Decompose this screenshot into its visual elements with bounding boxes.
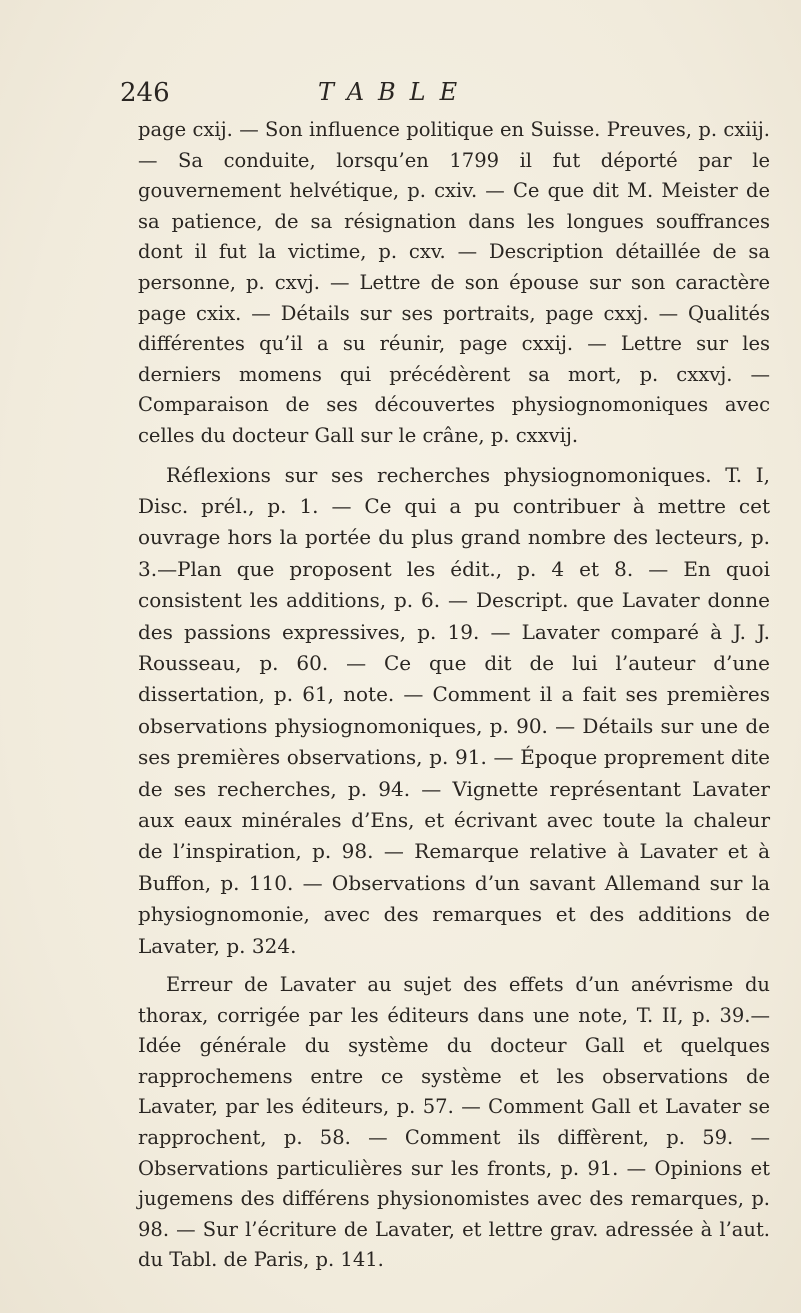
index-entry-2: Réflexions sur ses recherches physiognomoniques. T. I, Disc. prél., p. 1. — Ce qui a pu contribuer à mettre cet ouvrage hors la portée du plus grand nombre des lecteurs, p. 3.—Plan que proposent les édit., p. 4 et 8. — En quoi consistent les additions, p. 6. — Descript. que Lavater donne des passions expressives, p. 19. — Lavater comparé à J. J. Rousseau, p. 60. — Ce que dit de lui l’auteur d’une dissertation, p. 61, note. — Comment il a fait ses premières observations physiognomoniques, p. 90. — Détails sur une de ses premières observations, p. 91. — Époque proprement dite de ses recherches, p. 94. — Vignette représentant Lavater aux eaux minérales d’Ens, et écrivant avec toute la chaleur de l’inspiration, p. 98. — Remarque relative à Lavater et à Buffon, p. 110. — Observations d’un savant Allemand sur la physiognomonie, avec des remarques et des additions de Lavater, p. 324. bbox=[138, 462, 770, 958]
index-entry-1: page cxij. — Son influence politique en Suisse. Preuves, p. cxiij. — Sa conduite, lorsqu’en 1799 il fut déporté par le gouvernement helvétique, p. cxiv. — Ce que dit M. Meister de sa patience, de sa résignation dans les longues souffrances dont il fut la victime, p. cxv. — Description détaillée de sa personne, p. cxvj. — Lettre de son épouse sur son caractère page cxix. — Détails sur ses portraits, page cxxj. — Qualités différentes qu’il a su réunir, page cxxij. — Lettre sur les derniers momens qui précédèrent sa mort, p. cxxvj. — Comparaison de ses découvertes physiognomoniques avec celles du docteur Gall sur le crâne, p. cxxvij. bbox=[138, 118, 770, 447]
index-text bbox=[138, 115, 770, 1276]
page-header bbox=[120, 78, 660, 118]
index-entry-3: Erreur de Lavater au sujet des effets d’un anévrisme du thorax, corrigée par les éditeurs dans une note, T. II, p. 39.—Idée générale du système du docteur Gall et quelques rapprochemens entre ce système et les observations de Lavater, par les éditeurs, p. 57. — Comment Gall et Lavater se rapprochent, p. 58. — Comment ils diffèrent, p. 59. — Observations particulières sur les fronts, p. 91. — Opinions et jugemens des différens physionomistes avec des remarques, p. 98. — Sur l’écriture de Lavater, et lettre grav. adressée à l’aut. du Tabl. de Paris, p. 141. bbox=[138, 973, 770, 1272]
page-number: 246 bbox=[120, 78, 170, 108]
running-head: TABLE bbox=[318, 78, 472, 106]
